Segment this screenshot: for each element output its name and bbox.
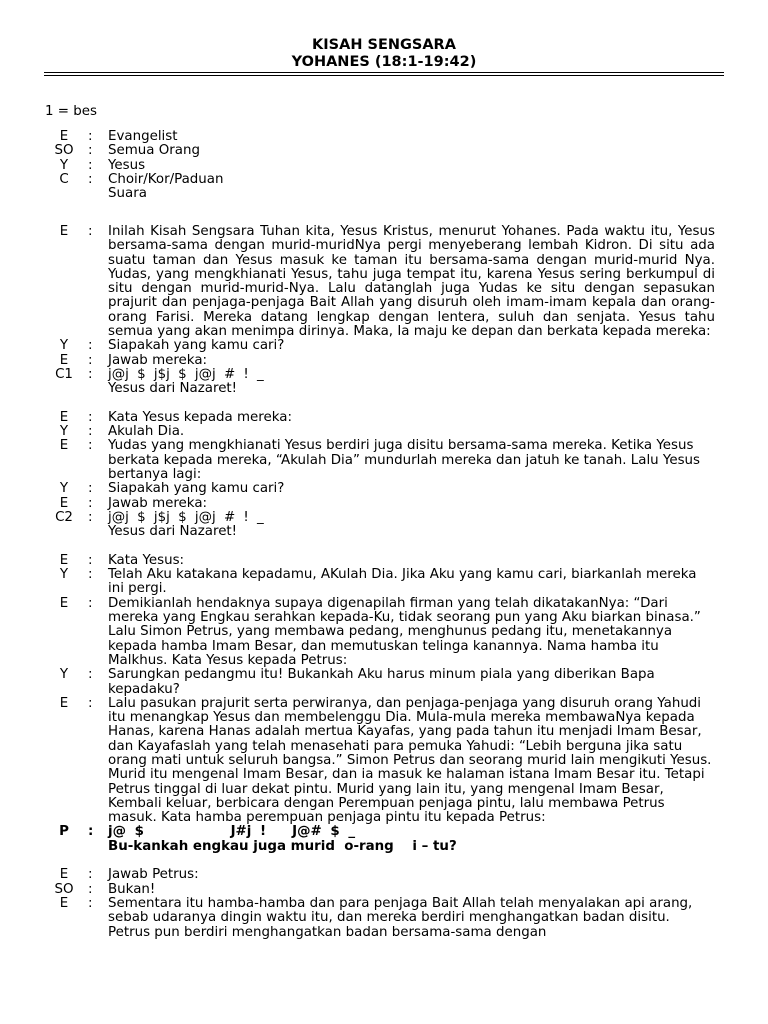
legend-label: Yesus: [108, 157, 146, 173]
colon-separator: :: [88, 438, 93, 454]
dialogue-line: [0, 568, 768, 597]
dialogue-line: [0, 868, 768, 882]
dialogue-line: [0, 482, 768, 496]
lyric-text: Yesus dari Nazaret!: [108, 524, 238, 540]
legend-label: Choir/Kor/Paduan Suara: [108, 171, 224, 202]
key-signature: 1 = bes: [45, 104, 97, 119]
line-text: Sementara itu hamba-hamba dan para penjaga Bait Allah telah menyalakan api arang, sebab udaranya dingin waktu itu, dan mereka berdiri menghangatkan badan disitu. Petrus pun berdiri menghangatkan badan bersama-sama dengan: [108, 895, 693, 940]
colon-separator: :: [88, 495, 93, 511]
line-text: Kata Yesus:: [108, 552, 185, 568]
dialogue-line: [0, 597, 768, 668]
colon-separator: :: [88, 481, 93, 497]
speaker-code: E: [59, 438, 69, 454]
page-subtitle: YOHANES (18:1-19:42): [291, 54, 477, 70]
colon-separator: :: [88, 509, 93, 525]
music-notation: j@ $ J#j ! J@# $ _: [108, 824, 356, 840]
sung-line: [0, 368, 768, 397]
colon-separator: :: [88, 595, 93, 611]
colon-separator: :: [88, 667, 93, 683]
line-text: Akulah Dia.: [108, 424, 185, 440]
legend-code: E: [59, 129, 69, 144]
line-text: Lalu pasukan prajurit serta perwiranya, dan penjaga-penjaga yang disuruh orang Yahudi itu menangkap Yesus dan membelenggu Dia. Mula-mula mereka membawaNya kepada Hanas, karena Hanas adalah mertua Kayafas, yang pada tahun itu menjadi Imam Besar, dan Kayafaslah yang telah menasehati para pemuka Yahudi: “Lebih berguna jika satu orang mati untuk seluruh bangsa.” Simon Petrus dan seorang murid lain mengikuti Yesus. Murid itu mengenal Imam Besar, dan ia masuk ke halaman istana Imam Besar itu. Tetapi Petrus tinggal di luar dekat pintu. Murid yang lain itu, yang mengenal Imam Besar, Kembali keluar, berbicara dengan Perempuan penjaga pintu, lalu membawa Petrus masuk. Kata hamba perempuan penjaga pintu itu kepada Petrus:: [108, 695, 712, 826]
colon-separator: :: [88, 552, 93, 568]
speaker-code: E: [59, 409, 69, 425]
colon-separator: :: [88, 338, 93, 354]
title-rule-bottom: [44, 75, 724, 76]
colon-separator: :: [88, 224, 93, 239]
colon-separator: :: [88, 567, 93, 583]
speaker-code: C2: [55, 509, 73, 525]
legend-item: [0, 130, 768, 144]
speaker-code: E: [59, 352, 69, 368]
colon-separator: :: [88, 129, 93, 144]
line-text: Sarungkan pedangmu itu! Bukankah Aku harus minum piala yang diberikan Bapa kepadaku?: [108, 667, 655, 697]
speaker-code: P: [59, 824, 69, 840]
line-text: Bukan!: [108, 881, 156, 897]
legend-item: [0, 159, 768, 173]
speaker-code: E: [59, 224, 69, 239]
line-text: Inilah Kisah Sengsara Tuhan kita, Yesus Kristus, menurut Yohanes. Pada waktu itu, Yesus bersama-sama dengan murid-muridNya pergi menyeberang lembah Kidron. Di situ ada suatu taman dan Yesus masuk ke taman itu bersama-sama dengan murid-murid Nya. Yudas, yang mengkhianati Yesus, tahu juga tempat itu, karena Yesus sering berkumpul di situ dengan murid-murid-Nya. Lalu datanglah juga Yudas ke situ dengan sepasukan prajurit dan penjaga-penjaga Bait Allah yang disuruh oleh imam-imam kepala dan orang-orang Farisi. Mereka datang lengkap dengan lentera, suluh dan senjata. Yesus tahu semua yang akan menimpa dirinya. Maka, Ia maju ke depan dan berkata kepada mereka:: [108, 224, 715, 340]
colon-separator: :: [88, 881, 93, 897]
legend-code: C: [59, 171, 69, 187]
line-text: Jawab Petrus:: [108, 867, 199, 883]
lyric-text: Bu-kankah engkau juga murid o-rang i – tu?: [108, 838, 457, 854]
sung-line: [0, 511, 768, 540]
line-text: Demikianlah hendaknya supaya digenapilah firman yang telah dikatakanNya: “Dari mereka yang Engkau serahkan kepada-Ku, tidak seorang pun yang Aku biarkan binasa.” Lalu Simon Petrus, yang membawa pedang, menghunus pedang itu, menetakannya kepada hamba Imam Besar, dan memutuskan telinga kanannya. Nama hamba itu Malkhus. Kata Yesus kepada Petrus:: [108, 595, 701, 668]
line-text: Jawab mereka:: [108, 495, 208, 511]
line-text: Jawab mereka:: [108, 352, 208, 368]
colon-separator: :: [88, 867, 93, 883]
legend-item: [0, 144, 768, 158]
colon-separator: :: [88, 695, 93, 711]
speaker-code: E: [59, 595, 69, 611]
legend-label: Semua Orang: [108, 143, 200, 159]
dialogue-line: [0, 425, 768, 439]
title-rule-top: [44, 72, 724, 73]
legend-label: Evangelist: [108, 129, 178, 144]
dialogue-line: [0, 668, 768, 697]
dialogue-line: [0, 411, 768, 425]
line-text: Kata Yesus kepada mereka:: [108, 409, 292, 425]
colon-separator: :: [88, 409, 93, 425]
colon-separator: :: [88, 895, 93, 911]
line-text: Siapakah yang kamu cari?: [108, 481, 285, 497]
colon-separator: :: [88, 824, 94, 840]
legend-code: Y: [59, 157, 69, 173]
music-notation: j@j $ j$j $ j@j # ! _: [108, 366, 264, 382]
colon-separator: :: [88, 143, 93, 159]
speaker-code: SO: [54, 881, 74, 897]
dialogue-line: [0, 497, 768, 511]
speaker-code: Y: [59, 338, 69, 354]
colon-separator: :: [88, 366, 93, 382]
dialogue-line: [0, 897, 768, 940]
speaker-code: E: [59, 895, 69, 911]
line-text: Telah Aku katakana kepadamu, AKulah Dia. Jika Aku yang kamu cari, biarkanlah mereka ini pergi.: [108, 567, 697, 597]
legend-code: SO: [54, 143, 74, 159]
line-text: Siapakah yang kamu cari?: [108, 338, 285, 354]
speaker-code: Y: [59, 424, 69, 440]
speaker-code: E: [59, 867, 69, 883]
speaker-code: E: [59, 695, 69, 711]
sung-line: [0, 825, 768, 854]
dialogue-line: [0, 554, 768, 568]
dialogue-line: [0, 339, 768, 353]
dialogue-line: [0, 883, 768, 897]
music-notation: j@j $ j$j $ j@j # ! _: [108, 509, 264, 525]
speaker-code: Y: [59, 667, 69, 683]
speaker-code: E: [59, 552, 69, 568]
speaker-code: Y: [59, 481, 69, 497]
speaker-code: E: [59, 495, 69, 511]
colon-separator: :: [88, 352, 93, 368]
colon-separator: :: [88, 424, 93, 440]
dialogue-line: [0, 354, 768, 368]
dialogue-line: [0, 225, 768, 339]
colon-separator: :: [88, 171, 93, 187]
line-text: Yudas yang mengkhianati Yesus berdiri juga disitu bersama-sama mereka. Ketika Yesus berkata kepada mereka, “Akulah Dia” mundurlah mereka dan jatuh ke tanah. Lalu Yesus bertanya lagi:: [108, 438, 701, 483]
dialogue-line: [0, 439, 768, 482]
passion-reading: [0, 225, 768, 940]
speaker-code: C1: [55, 366, 73, 382]
colon-separator: :: [88, 157, 93, 173]
legend-item: [0, 173, 768, 202]
speaker-legend: [0, 130, 768, 201]
dialogue-line: [0, 697, 768, 826]
lyric-text: Yesus dari Nazaret!: [108, 381, 238, 397]
page-title: KISAH SENGSARA: [312, 37, 456, 53]
speaker-code: Y: [59, 567, 69, 583]
